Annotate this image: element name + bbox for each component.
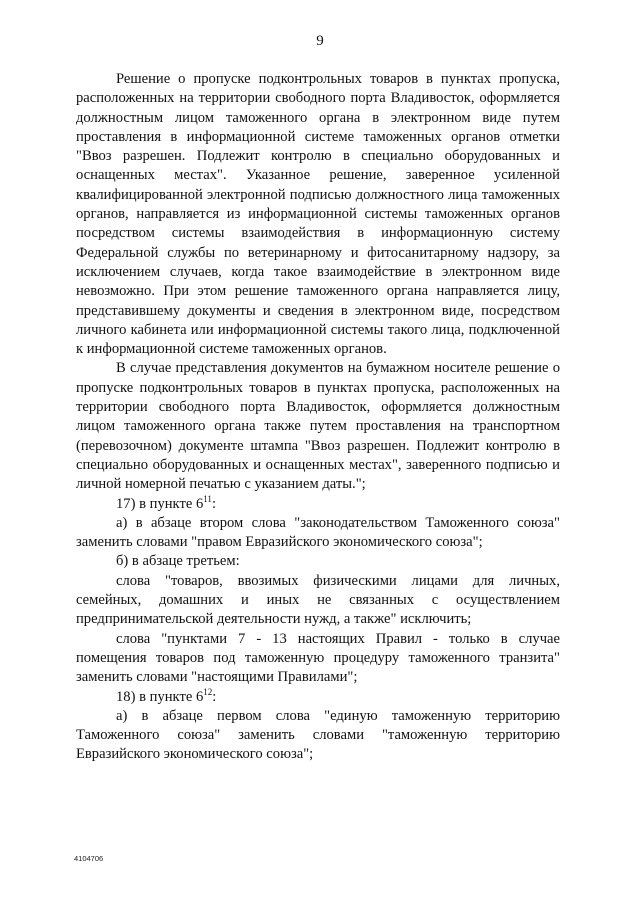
item-17-prefix: 17) в пункте 6 [116, 495, 204, 512]
paragraph-decision-paper: В случае представления документов на бумажном носителе решение о пропуске подконтрольных товаров в пунктах пропуска, расположенных на территории свободного порта Владивосток, оформляется должностным лицом таможенного органа также путем проставления на транспортном (перевозочном) документе штампа "Ввоз разрешен. Подлежит контролю в специально оборудованных и оснащенных местах", заверенного подписью и личной номерной печатью с указанием даты."; [76, 360, 560, 493]
item-18-a: а) в абзаце первом слова "единую таможенную территорию Таможенного союза" заменить словами "таможенную территорию Евразийского экономического союза"; [76, 707, 560, 763]
item-17-b-words-2: слова "пунктами 7 - 13 настоящих Правил - только в случае помещения товаров под таможенную процедуру таможенного транзита" заменить словами "настоящими Правилами"; [76, 630, 560, 686]
item-17-heading [76, 495, 560, 514]
item-18-prefix: 18) в пункте 6 [116, 688, 204, 705]
item-18-superscript: 12 [203, 686, 213, 697]
item-17-b-words-1: слова "товаров, ввозимых физическими лицами для личных, семейных, домашних и иных не связанных с осуществлением предпринимательской деятельности нужд, а также" исключить; [76, 572, 560, 628]
page-number: 9 [316, 33, 324, 49]
item-17-superscript: 11 [203, 493, 212, 504]
item-18-heading [76, 688, 560, 707]
document-code: 4104706 [74, 854, 104, 863]
item-17-a: а) в абзаце втором слова "законодательством Таможенного союза" заменить словами "правом Евразийского экономического союза"; [76, 514, 560, 551]
paragraph-decision-electronic: Решение о пропуске подконтрольных товаров в пунктах пропуска, расположенных на территории свободного порта Владивосток, оформляется должностным лицом таможенного органа в электронном виде путем проставления в информационной системе таможенных органов отметки "Ввоз разрешен. Подлежит контролю в специально оборудованных и оснащенных местах". Указанное решение, заверенное усиленной квалифицированной электронной подписью должностного лица таможенных органов, направляется из информационной системы таможенных органов посредством системы взаимодействия в информационную систему Федеральной службы по ветеринарному и фитосанитарному надзору, за исключением случаев, когда такое взаимодействие в электронном виде невозможно. При этом решение таможенного органа направляется лицу, представившему документы и сведения в электронном виде, посредством личного кабинета или информационной системы такого лица, подключенной к информационной системе таможенных органов. [76, 71, 560, 358]
item-17-b: б) в абзаце третьем: [116, 553, 240, 570]
item-17-suffix: : [211, 495, 216, 512]
document-body [76, 70, 560, 765]
item-18-suffix: : [212, 688, 217, 705]
